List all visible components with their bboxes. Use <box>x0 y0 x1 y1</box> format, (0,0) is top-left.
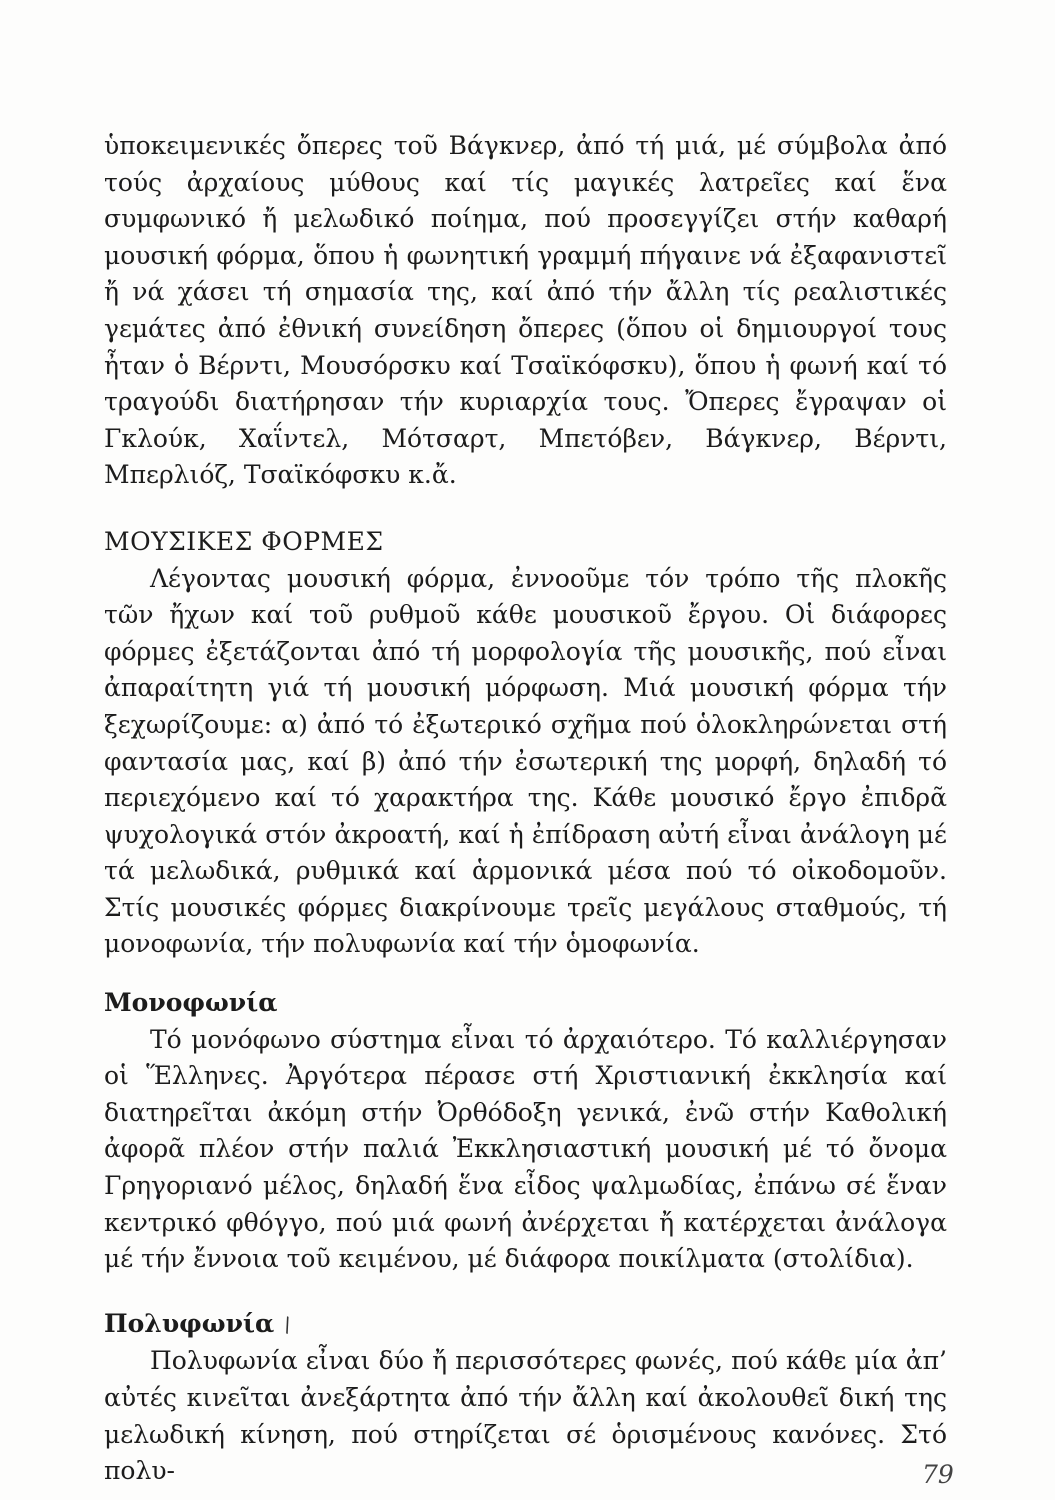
paragraph-polyphony: Πολυφωνία εἶναι δύο ἤ περισσότερες φωνές, πού κάθε μία ἀπ’ αὐτές κινεῖται ἀνεξάρτητα ἀπό τήν ἄλλη καί ἀκολουθεῖ δική της μελωδική κίνηση, πού στηρίζεται σέ ὁρισμένους κανόνες. Στό πολυ- <box>104 1346 947 1486</box>
paragraph-musical-forms: Λέγοντας μουσική φόρμα, ἐννοοῦμε τόν τρόπο τῆς πλοκῆς τῶν ἤχων καί τοῦ ρυθμοῦ κάθε μουσικοῦ ἔργου. Οἱ διάφορες φόρμες ἐξετάζονται ἀπό τή μορφολογία τῆς μουσικῆς, πού εἶναι ἀπαραίτητη γιά τή μουσική μόρφωση. Μιά μουσική φόρμα τήν ξεχωρίζουμε: α) ἀπό τό ἐξωτερικό σχῆμα πού ὁλοκληρώνεται στή φαντασία μας, καί β) ἀπό τήν ἐσωτερική της μορφή, δηλαδή τό περιεχόμενο καί τό χαρακτήρα της. Κάθε μουσικό ἔργο ἐπιδρᾶ ψυχολογικά στόν ἀκροατή, καί ἡ ἐπίδραση αὐτή εἶναι ἀνάλογη μέ τά μελωδικά, ρυθμικά καί ἁρμονικά μέσα πού τό οἰκοδομοῦν. Στίς μουσικές φόρμες διακρίνουμε τρεῖς μεγάλους σταθμούς, τή μονοφωνία, τήν πολυφωνία καί τήν ὁμοφωνία. <box>104 563 947 959</box>
subheading-polyphony-row <box>104 1306 947 1344</box>
page-number: 79 <box>922 1460 954 1489</box>
pen-mark-icon: ∖ <box>276 1311 297 1339</box>
section-heading: ΜΟΥΣΙΚΕΣ ΦΟΡΜΕΣ <box>104 526 384 556</box>
text-block <box>104 128 947 1490</box>
paragraph-monophony: Τό μονόφωνο σύστημα εἶναι τό ἀρχαιότερο. Τό καλλιέργησαν οἱ Ἕλληνες. Ἀργότερα πέρασε στή Χριστιανική ἐκκλησία καί διατηρεῖται ἀκόμη στήν Ὀρθόδοξη γενικά, ἐνῶ στήν Καθολική ἀφορᾶ πλέον στήν παλιά Ἐκκλησιαστική μουσική μέ τό ὄνομα Γρηγοριανό μέλος, δηλαδή ἕνα εἶδος ψαλμωδίας, ἐπάνω σέ ἕναν κεντρικό φθόγγο, πού μιά φωνή ἀνέρχεται ἤ κατέρχεται ἀνάλογα μέ τήν ἔννοια τοῦ κειμένου, μέ διάφορα ποικίλματα (στολίδια). <box>104 1024 947 1274</box>
paragraph-continuation: ὑποκειμενικές ὄπερες τοῦ Βάγκνερ, ἀπό τή μιά, μέ σύμβολα ἀπό τούς ἀρχαίους μύθους καί τίς μαγικές λατρεῖες καί ἕνα συμφωνικό ἤ μελωδικό ποίημα, πού προσεγγίζει στήν καθαρή μουσική φόρμα, ὅπου ἡ φωνητική γραμμή πήγαινε νά ἐξαφανιστεῖ ἤ νά χάσει τή σημασία της, καί ἀπό τήν ἄλλη τίς ρεαλιστικές γεμάτες ἀπό ἐθνική συνείδηση ὄπερες (ὅπου οἱ δημιουργοί τους ἦταν ὁ Βέρντι, Μουσόρσκυ καί Τσαϊκόφσκυ), ὅπου ἡ φωνή καί τό τραγούδι διατήρησαν τήν κυριαρχία τους. Ὄπερες ἔγραψαν οἱ Γκλούκ, Χαΐντελ, Μότσαρτ, Μπετόβεν, Βάγκνερ, Βέρντι, Μπερλιόζ, Τσαϊκόφσκυ κ.ἄ. <box>104 131 947 490</box>
subheading-polyphony: Πολυφωνία <box>104 1308 275 1338</box>
subheading-monophony: Μονοφωνία <box>104 988 278 1018</box>
